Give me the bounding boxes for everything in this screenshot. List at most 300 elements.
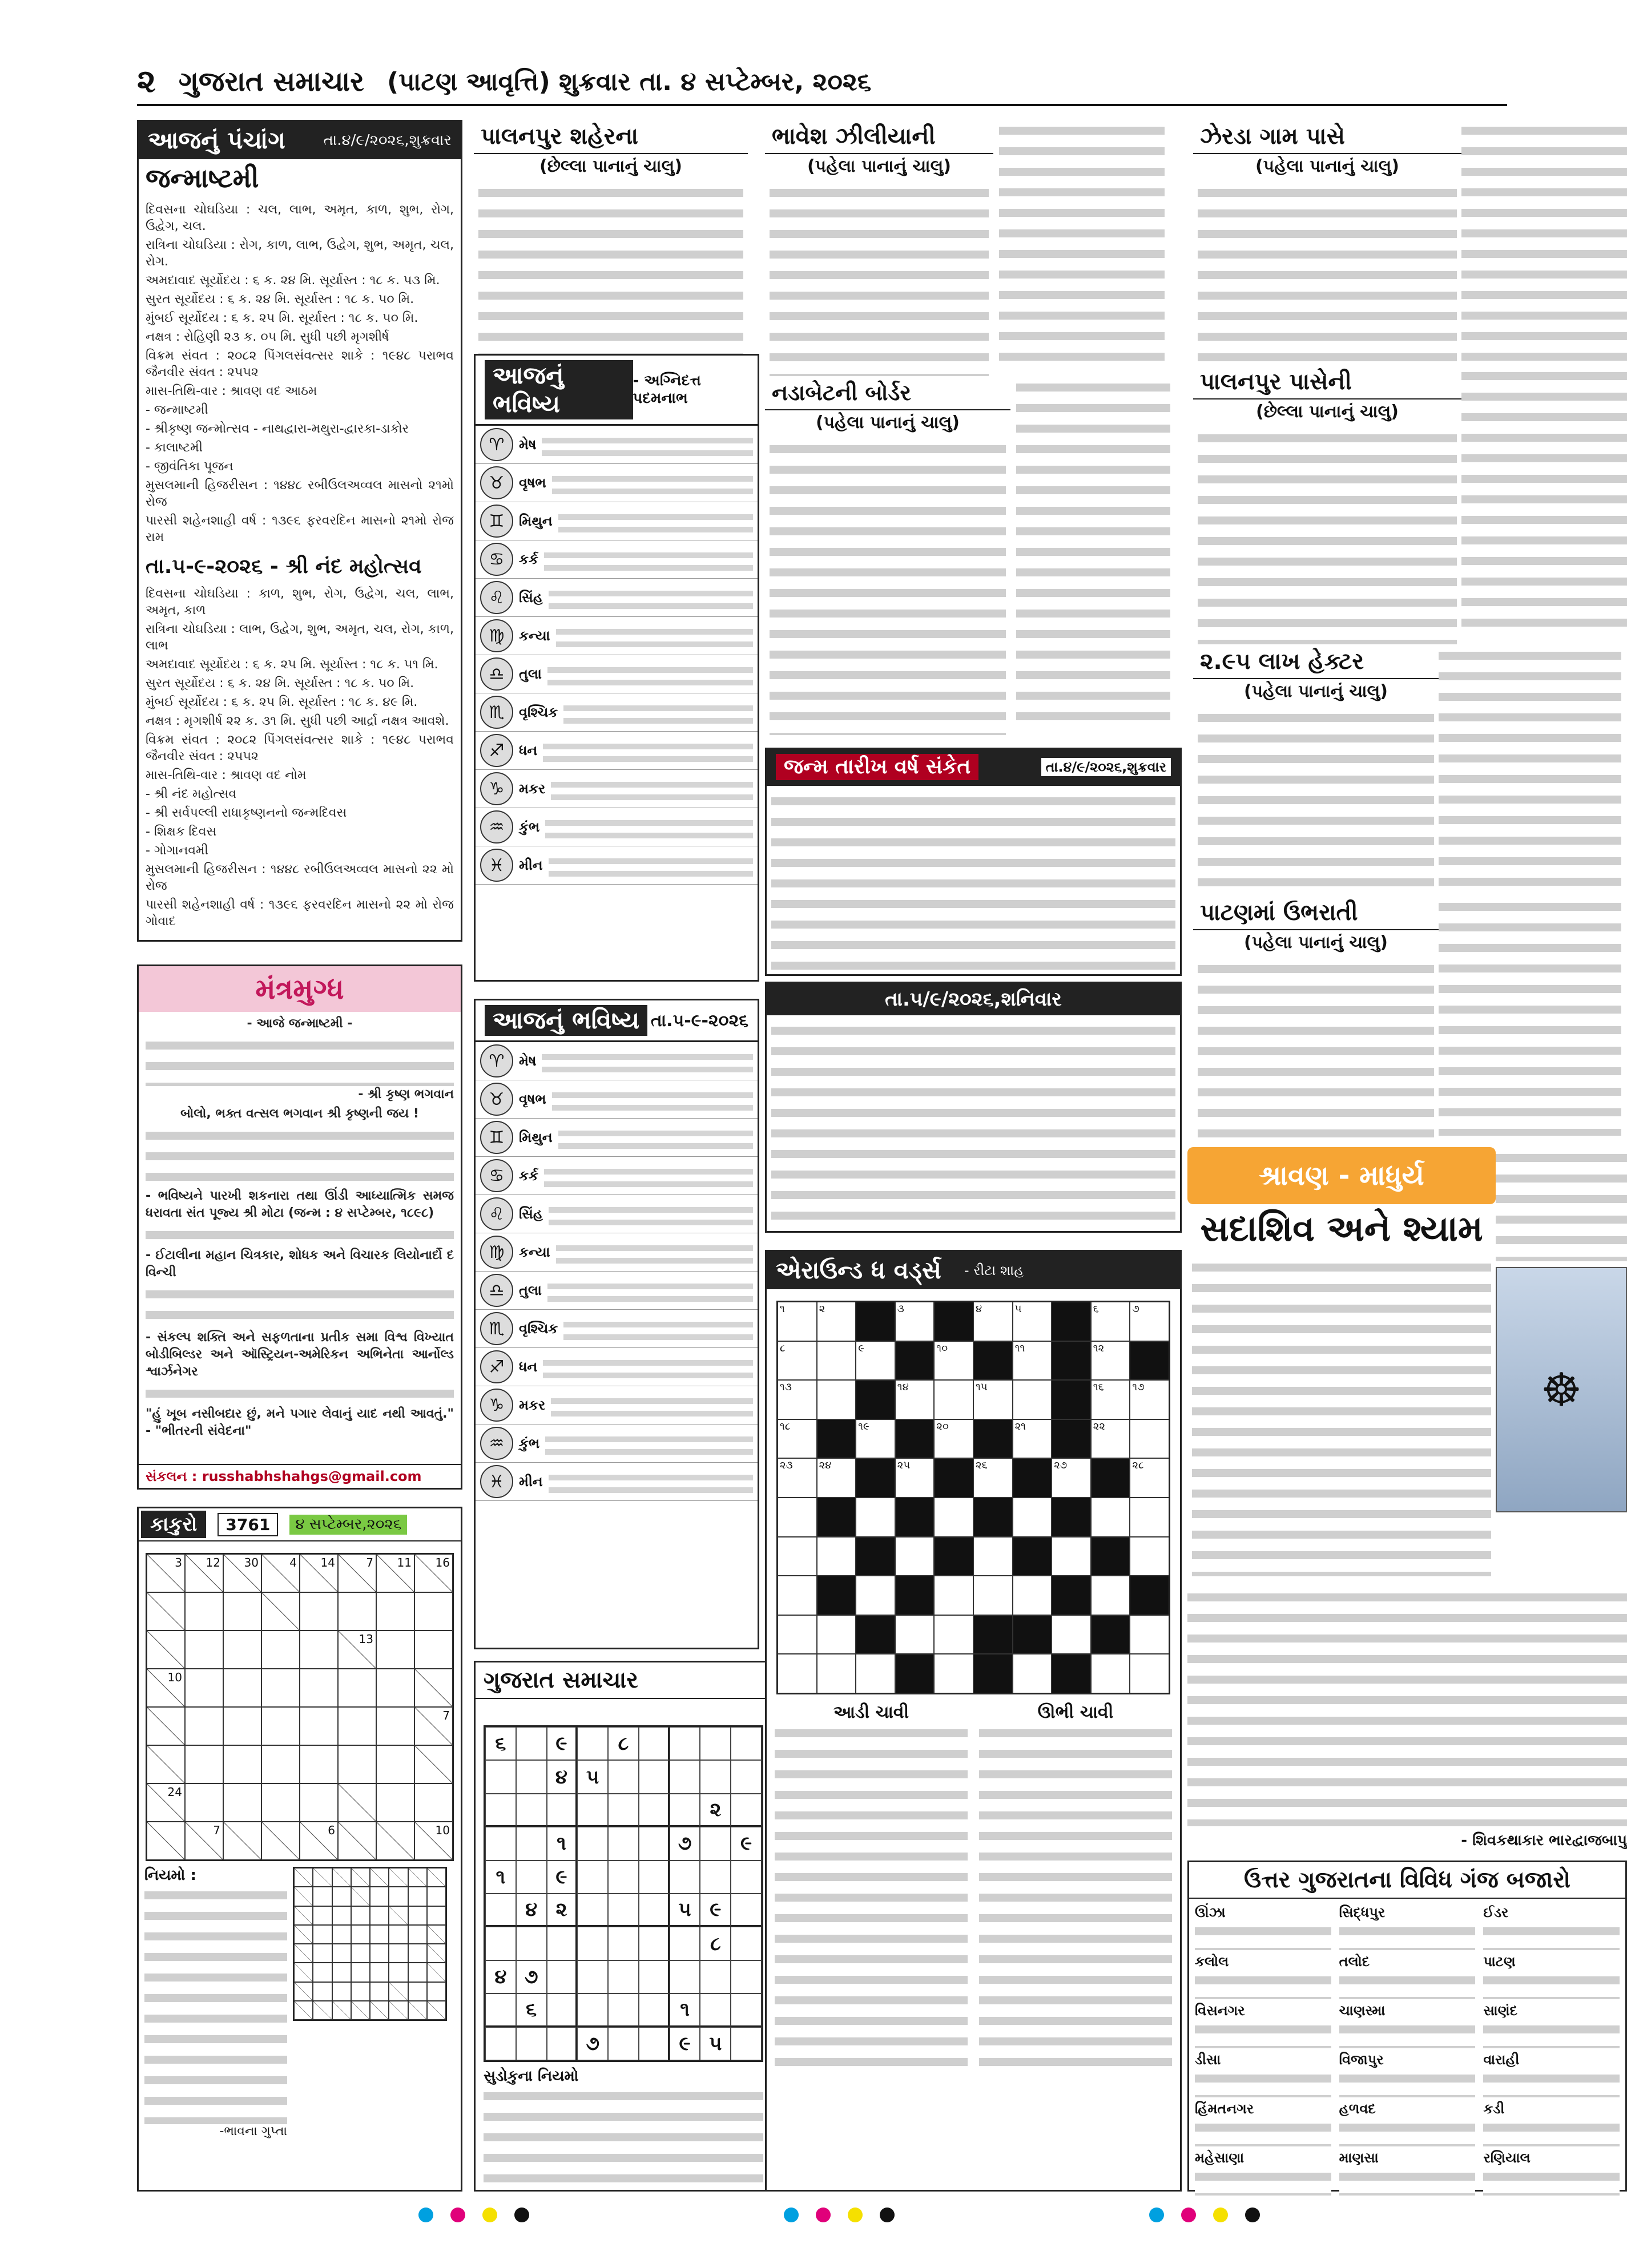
kakuro-cell[interactable] [376,1745,414,1783]
crossword-cell[interactable] [1052,1537,1091,1576]
article-body [770,438,1006,735]
kakuro-cell[interactable] [223,1669,261,1707]
crossword-cell[interactable] [1091,1341,1130,1381]
kakuro-cell[interactable] [338,1554,376,1592]
crossword-cell[interactable] [934,1654,973,1693]
sudoku-cell[interactable] [608,1894,639,1927]
market-town: હિંમતનગર [1195,2101,1254,2117]
kakuro-cell[interactable] [223,1554,261,1592]
crossword-cell[interactable] [1052,1458,1091,1498]
crossword-cell[interactable] [1130,1458,1169,1498]
kakuro-cell[interactable] [376,1592,414,1631]
kakuro-cell[interactable] [223,1592,261,1631]
kakuro-cell[interactable] [338,1592,376,1631]
zodiac-icon: ♓ [480,1465,513,1498]
kakuro-cell[interactable] [261,1707,300,1745]
sudoku-cell[interactable]: ૧ [670,1993,700,2027]
sudoku-cell[interactable] [485,2027,516,2060]
sudoku-cell[interactable] [577,1727,608,1760]
crossword-cell[interactable] [934,1576,973,1615]
crossword-cell[interactable] [934,1341,973,1381]
zodiac-icon: ♉ [480,1083,513,1116]
sudoku-cell[interactable] [700,1827,731,1860]
birthday-date: તા.૪/૯/૨૦૨૬,શુક્રવાર [1041,758,1171,776]
crossword-clues [767,1694,1180,2084]
kakuro-cell[interactable] [223,1631,261,1669]
crossword-cell[interactable] [895,1458,935,1498]
sudoku-cell[interactable] [608,1861,639,1894]
crossword-cell[interactable] [1091,1380,1130,1419]
crossword-cell[interactable] [856,1341,895,1381]
kakuro-cell[interactable] [261,1822,300,1860]
kakuro-cell[interactable] [185,1554,223,1592]
crossword-cell[interactable] [934,1419,973,1459]
crossword-cell[interactable] [1013,1302,1052,1341]
kakuro-answer-cell [389,1887,408,1906]
market-prices [1339,1920,1476,1950]
sudoku-cell[interactable]: ૭ [670,1827,700,1860]
crossword-cell[interactable] [856,1654,895,1693]
crossword-cell[interactable] [778,1615,817,1654]
market-prices [1195,2019,1331,2048]
sudoku-cell[interactable] [731,1927,762,1960]
sudoku-cell[interactable] [577,1927,608,1960]
crossword-cell [856,1458,895,1498]
crossword-number: ૨૫ [897,1459,911,1472]
kakuro-cell[interactable] [414,1745,453,1783]
sudoku-cell[interactable] [516,1727,547,1760]
sudoku-cell[interactable] [639,1760,670,1793]
market-prices [1483,2068,1620,2097]
palanpur-near-article [1193,365,1461,639]
edition-line: (પાટણ આવૃત્તિ) શુક્રવાર તા. ૪ સપ્ટેમ્બર, ૨૦૨૬ [386,67,872,96]
kakuro-cell[interactable] [261,1554,300,1592]
crossword-cell[interactable] [934,1498,973,1537]
shiva-krishna-illustration: ☸ [1496,1267,1627,1512]
sudoku-cell[interactable] [516,1827,547,1860]
kakuro-cell[interactable] [300,1669,338,1707]
sudoku-cell[interactable] [731,1993,762,2027]
panchang-line: મુંબઈ સૂર્યોદય : ૬ ક. ૨૫ મિ. સૂર્યાસ્ત : ૧૮ ક. ૫૦ મિ. [146,311,418,325]
kakuro-date: ૪ સપ્ટેમ્બર,૨૦૨૬ [289,1515,407,1535]
crossword-cell[interactable] [856,1498,895,1537]
sudoku-cell[interactable]: ૫ [577,1760,608,1793]
kakuro-cell[interactable] [414,1554,453,1592]
sudoku-cell[interactable] [700,1861,731,1894]
crossword-cell[interactable] [817,1654,856,1693]
crossword-cell[interactable] [973,1380,1013,1419]
sudoku-cell[interactable] [670,1927,700,1960]
sudoku-cell[interactable]: ૨ [700,1794,731,1827]
sudoku-cell[interactable] [608,1993,639,2027]
sudoku-cell[interactable] [639,1927,670,1960]
kakuro-cell[interactable] [147,1822,185,1860]
sudoku-cell[interactable]: ૬ [516,1993,547,2027]
kakuro-rules [144,1867,287,2138]
kakuro-cell[interactable] [300,1592,338,1631]
sudoku-cell[interactable] [547,1927,578,1960]
kakuro-cell[interactable] [376,1822,414,1860]
crossword-cell[interactable] [778,1380,817,1419]
kakuro-cell[interactable] [147,1669,185,1707]
crossword-cell[interactable] [1091,1654,1130,1693]
sudoku-cell[interactable] [516,2027,547,2060]
kakuro-cell[interactable] [223,1745,261,1783]
zodiac-icon: ♊ [480,505,513,538]
sudoku-cell[interactable] [485,1894,516,1927]
crossword-cell[interactable] [1130,1419,1169,1459]
crossword-cell[interactable] [817,1302,856,1341]
crossword-cell[interactable] [1130,1302,1169,1341]
panchang-line: અમદાવાદ સૂર્યોદય : ૬ ક. ૨૪ મિ. સૂર્યાસ્ત : ૧૮ ક. ૫૩ મિ. [146,273,440,288]
kakuro-answer-cell [313,1944,332,1963]
kakuro-cell[interactable] [185,1707,223,1745]
crossword-cell[interactable] [778,1419,817,1459]
page-header [137,63,1507,100]
sudoku-cell[interactable] [577,1861,608,1894]
article-body-continued [1439,896,1621,1136]
kakuro-cell[interactable] [223,1822,261,1860]
mantra-body [139,1012,461,1446]
sudoku-cell[interactable] [485,1927,516,1960]
kakuro-cell[interactable] [185,1631,223,1669]
crossword-cell[interactable] [1013,1380,1052,1419]
sudoku-cell[interactable] [485,1993,516,2027]
kakuro-clue: 7 [213,1823,220,1837]
sudoku-cell[interactable]: ૪ [547,1760,578,1793]
kakuro-cell[interactable] [414,1707,453,1745]
kakuro-cell[interactable] [261,1592,300,1631]
sudoku-cell[interactable] [670,1960,700,1993]
crossword-cell[interactable] [934,1380,973,1419]
kakuro-clue: 14 [320,1556,335,1569]
kakuro-answer-cell [408,2001,427,2020]
kakuro-cell[interactable] [185,1783,223,1822]
sudoku-cell[interactable] [731,1894,762,1927]
kakuro-cell[interactable] [223,1783,261,1822]
crossword-cell[interactable] [817,1537,856,1576]
crossword-cell[interactable] [1091,1419,1130,1459]
crossword-cell[interactable] [1013,1576,1052,1615]
crossword-number: ૨ [819,1303,825,1315]
crossword-cell[interactable] [973,1576,1013,1615]
market-prices [1195,1920,1331,1950]
sudoku-cell[interactable] [639,1993,670,2027]
crossword-cell[interactable] [1013,1498,1052,1537]
crossword-cell[interactable] [778,1537,817,1576]
sudoku-cell[interactable] [731,1960,762,1993]
kakuro-cell[interactable] [147,1554,185,1592]
kakuro-cell[interactable] [414,1592,453,1631]
kakuro-cell[interactable] [376,1631,414,1669]
sudoku-cell[interactable]: ૯ [547,1861,578,1894]
market-town: ઈડર [1483,1904,1509,1920]
crossword-cell[interactable] [895,1537,935,1576]
crossword-cell[interactable] [778,1341,817,1381]
sudoku-cell[interactable] [731,1861,762,1894]
kakuro-answer-cell [408,1963,427,1982]
sudoku-cell[interactable]: ૨ [547,1894,578,1927]
kakuro-cell[interactable] [261,1669,300,1707]
market-town: ચાણસ્મા [1339,2003,1386,2019]
sudoku-cell[interactable] [639,1894,670,1927]
kakuro-clue: 3 [175,1556,182,1569]
sudoku-cell[interactable]: ૯ [670,2027,700,2060]
kakuro-cell[interactable] [261,1783,300,1822]
sudoku-cell[interactable] [639,1861,670,1894]
kakuro-cell[interactable] [338,1783,376,1822]
sudoku-cell[interactable] [516,1861,547,1894]
crossword-cell[interactable] [1091,1498,1130,1537]
market-entry [1483,1954,1620,1999]
sudoku-cell[interactable]: ૪ [516,1894,547,1927]
crossword-cell[interactable] [1091,1302,1130,1341]
sudoku-cell[interactable] [670,1794,700,1827]
crossword-cell[interactable] [817,1615,856,1654]
sudoku-cell[interactable] [639,1794,670,1827]
sudoku-cell[interactable] [547,1993,578,2027]
crossword-cell[interactable] [973,1537,1013,1576]
sudoku-cell[interactable] [608,1960,639,1993]
zodiac-name: કર્ક [519,551,538,567]
kakuro-answer-cell [389,1982,408,2001]
kakuro-answer-cell [370,1982,389,2001]
shravan-banner-text: શ્રાવણ - માધુર્ય [1259,1159,1424,1192]
kakuro-cell[interactable] [223,1707,261,1745]
sudoku-cell[interactable] [547,2027,578,2060]
crossword-cell[interactable] [1013,1654,1052,1693]
sudoku-cell[interactable] [485,1794,516,1827]
crossword-cell[interactable] [1091,1576,1130,1615]
mantra-quote [146,1383,454,1406]
kakuro-cell[interactable] [261,1631,300,1669]
article-body [1198,707,1434,895]
kakuro-cell[interactable] [414,1631,453,1669]
crossword-cell[interactable] [1130,1498,1169,1537]
sudoku-cell[interactable]: ૧ [485,1861,516,1894]
panchang-title: આજનું પંચાંગ [148,126,285,154]
kakuro-cell[interactable] [414,1822,453,1860]
market-entry [1483,2003,1620,2048]
crossword-number: ૨૪ [819,1459,832,1472]
crossword-cell[interactable] [856,1576,895,1615]
sudoku-cell[interactable] [700,1727,731,1760]
sudoku-cell[interactable] [608,1927,639,1960]
page-number: ૨ [137,63,156,100]
sudoku-cell[interactable] [670,1760,700,1793]
crossword-cell [895,1419,935,1459]
sudoku-cell[interactable]: ૮ [608,1727,639,1760]
kakuro-cell[interactable] [338,1745,376,1783]
sudoku-cell[interactable] [700,1993,731,2027]
crossword-cell[interactable] [778,1498,817,1537]
crossword-cell[interactable] [1130,1615,1169,1654]
kakuro-cell[interactable] [300,1783,338,1822]
sudoku-cell[interactable]: ૫ [700,2027,731,2060]
markets-list [1189,1899,1625,2201]
sudoku-cell[interactable]: ૯ [547,1727,578,1760]
crossword-cell[interactable] [856,1419,895,1459]
article-body-continued [1461,365,1627,639]
sudoku-cell[interactable] [639,1727,670,1760]
sudoku-cell[interactable]: ૭ [577,2027,608,2060]
crossword-cell[interactable] [973,1458,1013,1498]
kakuro-cell[interactable] [185,1822,223,1860]
cyan-dot [418,2208,433,2222]
across-list [775,1722,968,2076]
kakuro-cell[interactable] [376,1783,414,1822]
kakuro-cell[interactable] [338,1822,376,1860]
crossword-cell[interactable] [778,1654,817,1693]
kakuro-cell[interactable] [261,1745,300,1783]
crossword-cell[interactable] [817,1458,856,1498]
crossword-cell[interactable] [778,1576,817,1615]
crossword-cell[interactable] [895,1380,935,1419]
sudoku-cell[interactable] [547,1794,578,1827]
zodiac-icon: ♌ [480,581,513,614]
zodiac-icon: ♍ [480,619,513,652]
crossword-cell[interactable] [778,1302,817,1341]
crossword-cell[interactable] [895,1302,935,1341]
kakuro-cell[interactable] [376,1669,414,1707]
kakuro-cell[interactable] [376,1707,414,1745]
crossword-cell[interactable] [1052,1615,1091,1654]
kakuro-cell[interactable] [300,1745,338,1783]
yellow-dot [848,2208,863,2222]
article-body [478,182,743,365]
mantra-banner [139,966,461,1012]
sudoku-cell[interactable] [731,1760,762,1793]
crossword-cell[interactable] [1013,1419,1052,1459]
mantra-line: "હું ખૂબ નસીબદાર છું, મને પગાર લેવાનું યાદ નથી આવતું." - "ભીતરની સંવેદના" [146,1407,454,1438]
kakuro-cell[interactable] [414,1783,453,1822]
sudoku-cell[interactable] [731,2027,762,2060]
market-town: માણસા [1339,2150,1379,2166]
kakuro-cell[interactable] [147,1631,185,1669]
sudoku-cell[interactable]: ૯ [731,1827,762,1860]
article-body-continued [1496,1147,1627,1261]
panchang-line: વિક્રમ સંવત : ૨૦૮૨ પિંગલસંવત્સર શાકે : ૧૯૪૮ પરાભવ જૈનવીર સંવત : ૨૫૫૨ [146,733,454,764]
crossword-cell[interactable] [973,1302,1013,1341]
kakuro-cell[interactable] [147,1745,185,1783]
kakuro-cell[interactable] [300,1631,338,1669]
sudoku-cell[interactable] [608,1827,639,1860]
kakuro-cell[interactable] [147,1783,185,1822]
crossword-cell[interactable] [817,1380,856,1419]
sudoku-cell[interactable] [670,1861,700,1894]
crossword-cell[interactable] [1013,1341,1052,1381]
kakuro-answer-cell [427,2001,446,2020]
sudoku-cell[interactable] [731,1794,762,1827]
market-town: સાણંદ [1483,2003,1517,2019]
crossword-cell[interactable] [895,1615,935,1654]
kakuro-answer-cell [294,1925,313,1944]
zodiac-text [549,1470,753,1493]
sudoku-cell[interactable]: ૯ [700,1894,731,1927]
crossword-cell[interactable] [934,1615,973,1654]
sudoku-cell[interactable] [608,1794,639,1827]
zodiac-text [542,1050,753,1072]
kakuro-cell[interactable] [300,1707,338,1745]
sudoku-cell[interactable] [577,1894,608,1927]
sudoku-cell[interactable] [485,1760,516,1793]
article-body [1198,182,1457,365]
kakuro-cell[interactable] [338,1631,376,1669]
kakuro-cell[interactable] [414,1669,453,1707]
sudoku-cell[interactable] [731,1727,762,1760]
sudoku-cell[interactable] [577,1794,608,1827]
sudoku-cell[interactable] [516,1927,547,1960]
zodiac-text [556,624,753,647]
zodiac-name: વૃષભ [519,475,546,491]
sudoku-cell[interactable]: ૧ [547,1827,578,1860]
sudoku-cell[interactable] [485,1827,516,1860]
horoscope-title: આજનું ભવિષ્ય [485,1005,647,1036]
kakuro-cell[interactable] [185,1745,223,1783]
mantra-box [137,964,462,1490]
crossword-cell[interactable] [1130,1537,1169,1576]
sudoku-cell[interactable] [516,1760,547,1793]
kakuro-cell[interactable] [300,1822,338,1860]
crossword-cell[interactable] [817,1341,856,1381]
crossword-cell[interactable] [1130,1380,1169,1419]
zodiac-icon: ♍ [480,1236,513,1269]
crossword-cell[interactable] [1130,1654,1169,1693]
kakuro-answer-cell [408,1982,427,2001]
sudoku-cell[interactable]: ૬ [485,1727,516,1760]
sudoku-cell[interactable] [608,1760,639,1793]
kakuro-answer-cell [351,1944,370,1963]
sudoku-cell[interactable] [577,1993,608,2027]
kakuro-cell[interactable] [338,1707,376,1745]
sudoku-cell[interactable] [639,2027,670,2060]
market-prices [1195,2068,1331,2097]
kakuro-cell[interactable] [376,1554,414,1592]
crossword-cell[interactable] [778,1458,817,1498]
sudoku-cell[interactable]: ૫ [670,1894,700,1927]
zodiac-icon: ♈ [480,428,513,461]
kakuro-cell[interactable] [147,1592,185,1631]
kakuro-cell[interactable] [147,1707,185,1745]
sudoku-cell[interactable]: ૮ [700,1927,731,1960]
sudoku-cell[interactable]: ૪ [485,1960,516,1993]
sudoku-cell[interactable]: ૭ [516,1960,547,1993]
kakuro-cell[interactable] [338,1669,376,1707]
market-entry [1483,2101,1620,2146]
market-town: વિજાપુર [1339,2052,1384,2068]
sudoku-cell[interactable] [700,1960,731,1993]
sudoku-cell[interactable] [670,1727,700,1760]
shravan-author: - શિવકથાકાર ભારદ્વાજબાપુ [1461,1832,1627,1849]
sudoku-cell[interactable] [547,1960,578,1993]
sudoku-cell[interactable] [639,1827,670,1860]
sudoku-cell[interactable] [700,1760,731,1793]
article-body [1192,1257,1491,1576]
kakuro-cell[interactable] [300,1554,338,1592]
mantra-quote [146,1125,454,1188]
sudoku-cell[interactable] [608,2027,639,2060]
crossword-number: ૧૯ [858,1420,869,1432]
sudoku-cell[interactable] [516,1794,547,1827]
kakuro-answer-cell [370,1868,389,1887]
zodiac-text [551,1394,753,1417]
sudoku-cell[interactable] [577,1827,608,1860]
kakuro-cell[interactable] [185,1669,223,1707]
crossword-cell [1091,1615,1130,1654]
kakuro-cell[interactable] [185,1592,223,1631]
sudoku-cell[interactable] [577,1960,608,1993]
sudoku-cell[interactable] [639,1960,670,1993]
